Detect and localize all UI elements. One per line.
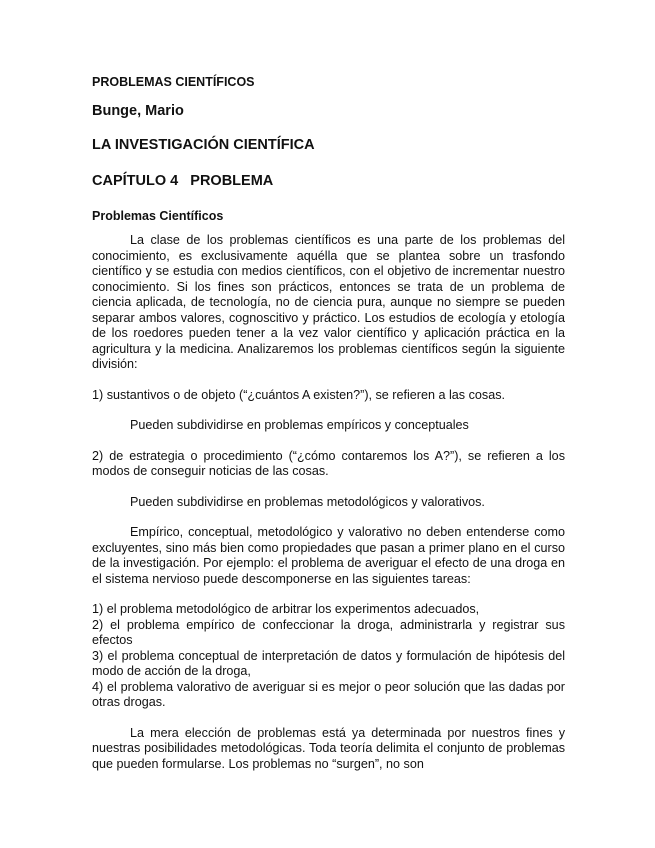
list-item: 2) el problema empírico de confeccionar la droga, administrarla y registrar sus efectos (92, 617, 565, 647)
chapter-heading: CAPÍTULO 4 PROBLEMA (92, 173, 274, 189)
top-title: PROBLEMAS CIENTÍFICOS (92, 75, 255, 89)
paragraph-division-1: 1) sustantivos o de objeto (“¿cuántos A existen?”), se refieren a las cosas. (92, 387, 506, 402)
book-title: LA INVESTIGACIÓN CIENTÍFICA (92, 137, 315, 153)
paragraph-subdivide-2: Pueden subdividirse en problemas metodológicos y valorativos. (130, 494, 485, 509)
section-heading: Problemas Científicos (92, 209, 224, 223)
paragraph-choice: La mera elección de problemas está ya determinada por nuestros fines y nuestras posibilidades metodológicas. Toda teoría delimita el conjunto de problemas que pueden formularse. Los problemas no “surgen”, no son (92, 725, 565, 771)
paragraph-subdivide-1: Pueden subdividirse en problemas empíricos y conceptuales (130, 418, 469, 432)
author-name: Bunge, Mario (92, 103, 184, 119)
paragraph-intro: La clase de los problemas científicos es una parte de los problemas del conocimiento, es exclusivamente aquélla que se plantea sobre un trasfondo científico y se estudia con medios científicos, con el objetivo de incrementar nuestro conocimiento. Si los fines son prácticos, entonces se trata de un problema de ciencia aplicada, de tecnología, no de ciencia pura, aunque no siempre se pueden separar ambos valores, cognoscitivo y práctico. Los estudios de ecología y etología de los roedores pueden tener a la vez valor científico y aplicación práctica en la agricultura y la medicina. Analizaremos los problemas científicos según la siguiente división: (92, 233, 565, 371)
list-item: 1) el problema metodológico de arbitrar los experimentos adecuados, (92, 602, 480, 616)
paragraph-division-2: 2) de estrategia o procedimiento (“¿cómo contaremos los A?”), se refieren a los modos de conseguir noticias de las cosas. (92, 448, 565, 478)
list-item: 4) el problema valorativo de averiguar si es mejor o peor solución que las dadas por otras drogas. (92, 679, 565, 709)
document-page (92, 74, 565, 772)
task-list (92, 602, 565, 711)
list-item: 3) el problema conceptual de interpretación de datos y formulación de hipótesis del modo de acción de la droga, (92, 648, 565, 678)
paragraph-example: Empírico, conceptual, metodológico y valorativo no deben entenderse como excluyentes, sino más bien como propiedades que pasan a primer plano en el curso de la investigación. Por ejemplo: el problema de averiguar el efecto de una droga en el sistema nervioso puede descomponerse en las siguientes tareas: (92, 525, 565, 586)
